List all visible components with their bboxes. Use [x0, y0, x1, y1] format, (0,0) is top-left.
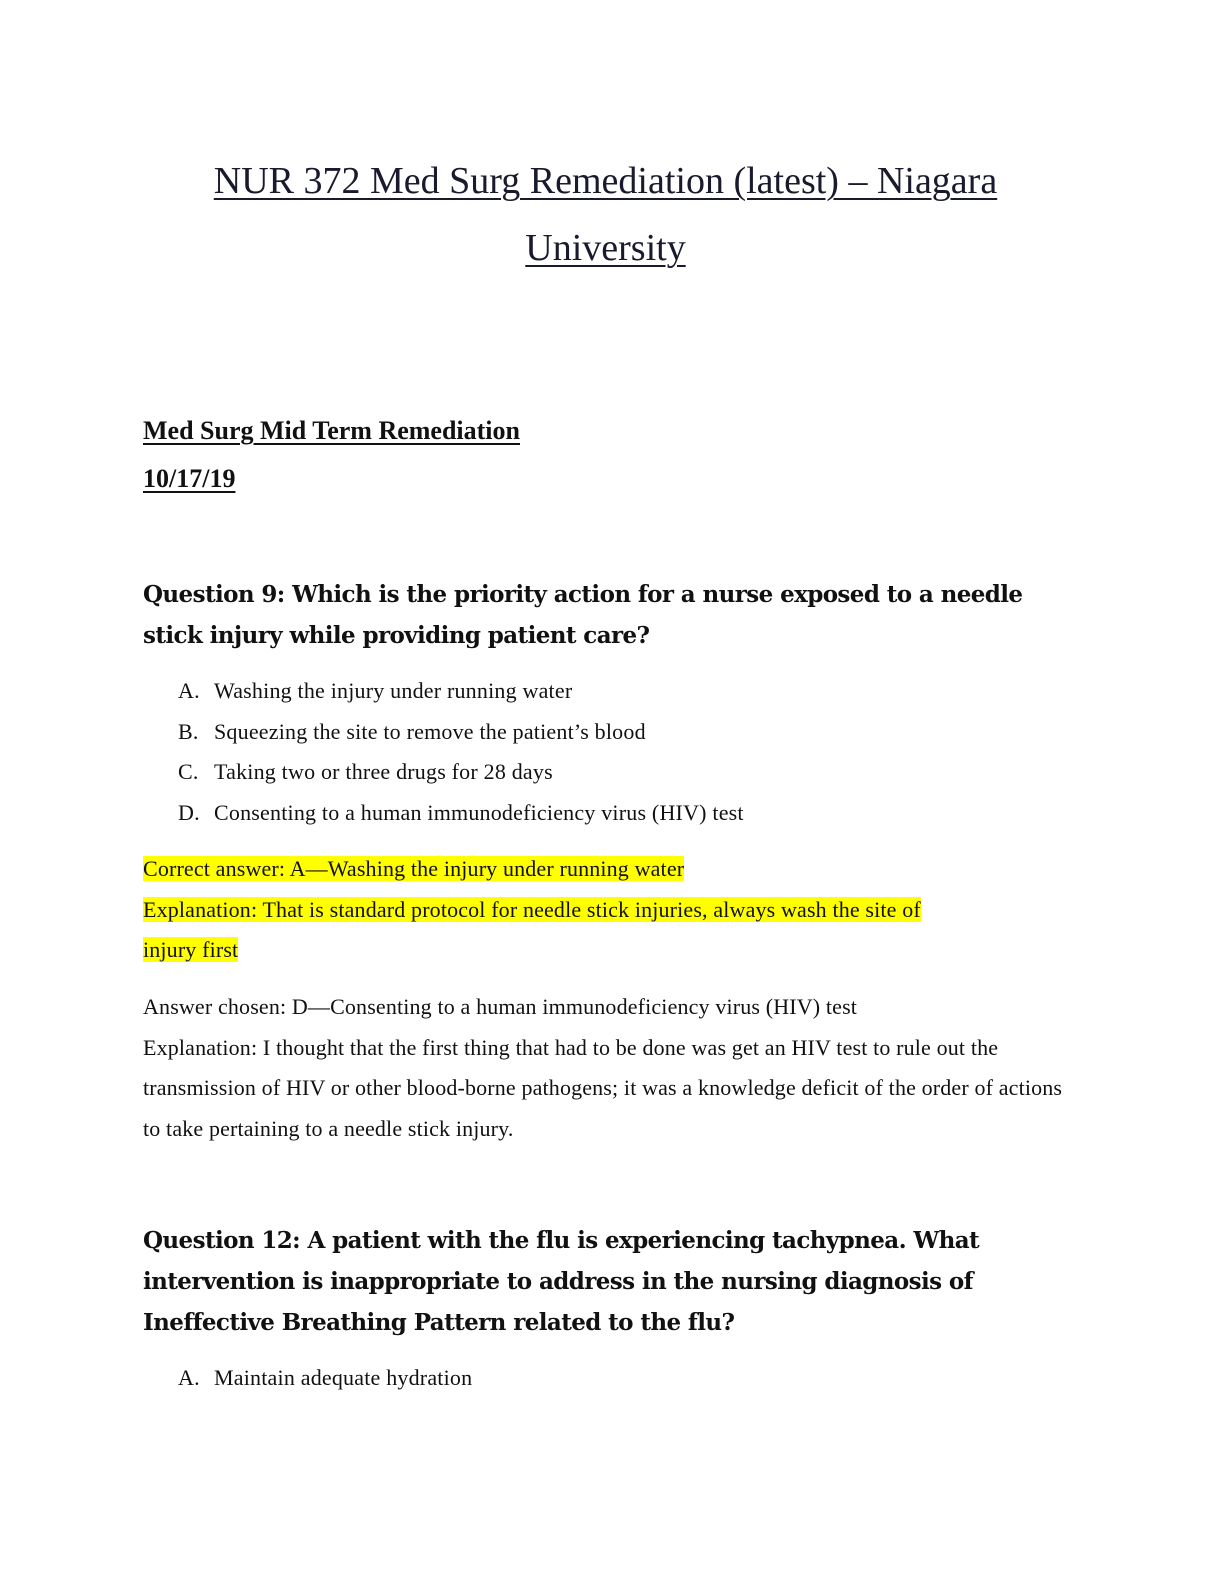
answer-chosen: Answer chosen: D—Consenting to a human immunodeficiency virus (HIV) test: [143, 994, 858, 1019]
option-a: [178, 671, 744, 712]
title-line-2: University: [525, 227, 686, 269]
chosen-explanation: Explanation: I thought that the first thing that had to be done was get an HIV test to rule out the transmission of HIV or other blood-borne pathogens; it was a knowledge deficit of the order of actions to take pertaining to a needle stick injury.: [143, 1034, 1063, 1141]
section-date: 10/17/19: [143, 464, 236, 493]
question-12-options: [178, 1358, 472, 1399]
option-letter: C.: [178, 759, 199, 784]
answer-chosen-block: [143, 987, 1078, 1149]
option-text: Consenting to a human immunodeficiency virus (HIV) test: [214, 799, 744, 825]
title-line-1: NUR 372 Med Surg Remediation (latest) – Niagara: [213, 160, 998, 202]
correct-answer: Correct answer: A—Washing the injury under running water: [143, 856, 685, 881]
option-b: [178, 712, 744, 753]
question-12-text: Question 12: A patient with the flu is experiencing tachypnea. What intervention is inappropriate to address in the nursing diagnosis of Ineffective Breathing Pattern related to the flu?: [143, 1227, 980, 1336]
option-letter: A.: [178, 1365, 200, 1390]
question-9-options: [178, 671, 744, 833]
correct-explanation-line-1: Explanation: That is standard protocol for needle stick injuries, always wash the site of: [143, 896, 921, 922]
option-letter: B.: [178, 718, 199, 744]
option-a: [178, 1358, 472, 1399]
option-d: [178, 793, 744, 834]
option-letter: D.: [178, 799, 200, 825]
option-c: [178, 752, 744, 793]
option-letter: A.: [178, 678, 200, 703]
correct-answer-block: [143, 849, 1078, 971]
option-text: Squeezing the site to remove the patient’s blood: [214, 718, 646, 744]
option-text: Washing the injury under running water: [214, 678, 573, 703]
option-text: Maintain adequate hydration: [214, 1365, 473, 1390]
section-heading: Med Surg Mid Term Remediation: [143, 416, 520, 445]
correct-explanation-line-2: injury first: [143, 937, 239, 962]
question-9-text: Question 9: Which is the priority action for a nurse exposed to a needle stick injury while providing patient care?: [143, 581, 1023, 649]
option-text: Taking two or three drugs for 28 days: [214, 759, 553, 784]
document-title: [90, 148, 1121, 282]
